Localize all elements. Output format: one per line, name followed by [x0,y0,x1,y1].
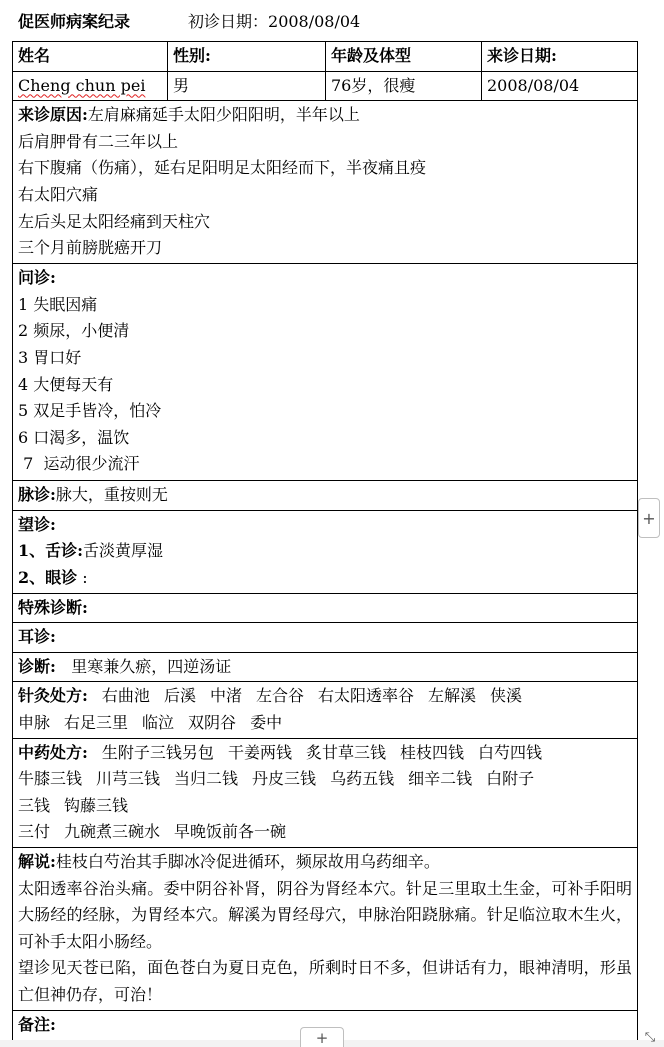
herbs-label: 中药处方: [18,742,88,762]
inquiry-item: 2 频尿，小便清 [18,321,130,341]
dosage-item: 三付 [18,822,51,842]
acupuncture-row [13,682,638,738]
reason-cell[interactable] [13,101,638,264]
tongue-value: 舌淡黄厚湿 [83,541,164,561]
first-visit-date-value: 2008/08/04 [268,12,361,31]
name-cell[interactable] [13,71,168,101]
acupoint: 右足三里 [64,712,129,732]
add-row-button[interactable]: + [300,1027,344,1047]
acupoint: 左解溪 [428,686,477,706]
explanation-text: 桂枝白芍治其手脚冰冷促进循环，频尿故用乌药细辛。 [55,851,440,871]
record-title: 促医师病案纪录 [18,12,131,31]
eye-value: : [82,567,88,587]
eye-label: 2、眼诊 [18,567,78,587]
first-visit-date [188,9,360,32]
medical-record-document [12,0,637,1041]
inquiry-item: 4 大便每天有 [18,374,114,394]
herb-item: 当归二钱 [174,769,239,789]
reason-row [13,101,638,264]
name-label: 姓名 [13,42,168,72]
inquiry-item: 3 胃口好 [18,347,82,367]
acupoint: 委中 [250,712,283,732]
reason-line: 后肩胛骨有二三年以上 [18,131,179,151]
herbs-row [13,738,638,847]
herbs-cell[interactable] [13,738,638,847]
herb-item: 白芍四钱 [477,742,542,762]
inspection-row [13,510,638,593]
acupoint: 右太阳透率谷 [317,686,414,706]
herb-item: 生附子三钱另包 [101,742,214,762]
record-table [12,41,638,1041]
tongue-line [18,538,632,565]
explanation-paragraph: 太阳透率谷治头痛。委中阴谷补肾，阴谷为肾经本穴。针足三里取土生金，可补手阳明大肠经的经脉，为胃经本穴。解溪为胃经母穴，申脉治阳跷脉痛。针足临泣取木生火，可补手太阳小肠经。 [18,878,632,951]
special-label: 特殊诊断: [18,597,88,617]
add-column-button[interactable]: + [638,498,660,538]
visit-date-label: 来诊日期: [482,42,638,72]
acupuncture-line-2 [18,710,632,737]
age-value[interactable]: 76岁，很瘦 [326,71,482,101]
herb-item: 乌药五钱 [330,769,395,789]
inquiry-item: 1 失眠因痛 [18,294,98,314]
patient-value-row [13,71,638,101]
ear-label: 耳诊: [18,627,56,647]
acupoint: 侠溪 [490,686,523,706]
visit-date-value[interactable]: 2008/08/04 [482,71,638,101]
acupoint: 后溪 [163,686,196,706]
pulse-cell[interactable] [13,481,638,511]
herbs-line-2 [18,766,632,793]
inquiry-label: 问诊: [18,268,56,288]
diagnosis-value: 里寒兼久瘀，四逆汤证 [71,656,232,676]
inspection-cell[interactable] [13,510,638,593]
inquiry-item: 5 双足手皆冷，怕冷 [18,401,162,421]
herb-item: 钩藤三钱 [64,795,129,815]
herb-item: 细辛二钱 [408,769,473,789]
herbs-line-4 [18,819,632,846]
reason-first-line [18,102,632,129]
patient-header-row [13,42,638,72]
herbs-line-1 [18,740,632,767]
inquiry-row [13,264,638,481]
diagnosis-cell[interactable] [13,652,638,682]
inquiry-cell[interactable] [13,264,638,481]
tongue-label: 1、舌诊: [18,541,84,561]
herb-item: 牛膝三钱 [18,769,83,789]
first-visit-date-label: 初诊日期： [188,12,269,31]
herb-item: 川芎三钱 [96,769,161,789]
pulse-label: 脉诊: [18,485,56,505]
age-label: 年龄及体型 [326,42,482,72]
herb-item: 白附子 [486,769,535,789]
acupoint: 临泣 [142,712,175,732]
special-row [13,593,638,623]
herb-item: 炙甘草三钱 [305,742,386,762]
sex-label: 性别: [168,42,326,72]
acupuncture-line-1 [18,683,632,710]
herbs-line-3 [18,793,632,820]
sex-value[interactable]: 男 [168,71,326,101]
herb-item: 三钱 [18,795,51,815]
reason-label: 来诊原因: [18,105,88,125]
acupuncture-label: 针灸处方: [18,686,88,706]
notes-label: 备注: [18,1014,56,1034]
explanation-first-line [18,849,632,876]
record-header [12,0,637,41]
ear-row [13,623,638,653]
pulse-value: 脉大，重按则无 [55,485,168,505]
reason-line: 右下腹痛（伤痛），延右足阳明足太阳经而下，半夜痛且疫 [18,158,427,178]
acupoint: 中渚 [209,686,242,706]
inquiry-item: 6 口渴多，温饮 [18,427,130,447]
acupoint: 左合谷 [255,686,304,706]
inspection-label: 望诊: [18,514,56,534]
reason-line: 右太阳穴痛 [18,184,99,204]
explanation-paragraph: 望诊见天苍已陷，面色苍白为夏日克色，所剩时日不多，但讲话有力，眼神清明，形虽亡但神仍存，可治！ [18,958,632,1004]
herb-item: 干姜两钱 [227,742,292,762]
explanation-label: 解说: [18,851,56,871]
dosage-item: 九碗煮三碗水 [64,822,161,842]
acupoint: 申脉 [18,712,51,732]
resize-handle-icon[interactable]: ⤡ [644,1029,656,1045]
diagnosis-label: 诊断: [18,656,56,676]
acupoint: 双阴谷 [188,712,237,732]
herb-item: 丹皮三钱 [252,769,317,789]
acupuncture-cell[interactable] [13,682,638,738]
pulse-row [13,481,638,511]
diagnosis-row [13,652,638,682]
special-cell[interactable] [13,593,638,623]
herb-item: 桂枝四钱 [399,742,464,762]
inquiry-item: 7 运动很少流汗 [18,454,140,474]
ear-cell[interactable] [13,623,638,653]
explanation-cell[interactable] [13,847,638,1010]
eye-line [18,565,632,592]
dosage-item: 早晚饭前各一碗 [174,822,287,842]
acupoint: 右曲池 [101,686,150,706]
reason-line: 三个月前膀胱癌开刀 [18,238,163,258]
patient-name: Cheng chun pei [18,75,146,95]
reason-text: 左肩麻痛延手太阳少阳阳明，半年以上 [87,105,360,125]
reason-line: 左后头足太阳经痛到天柱穴 [18,211,211,231]
explanation-row [13,847,638,1010]
